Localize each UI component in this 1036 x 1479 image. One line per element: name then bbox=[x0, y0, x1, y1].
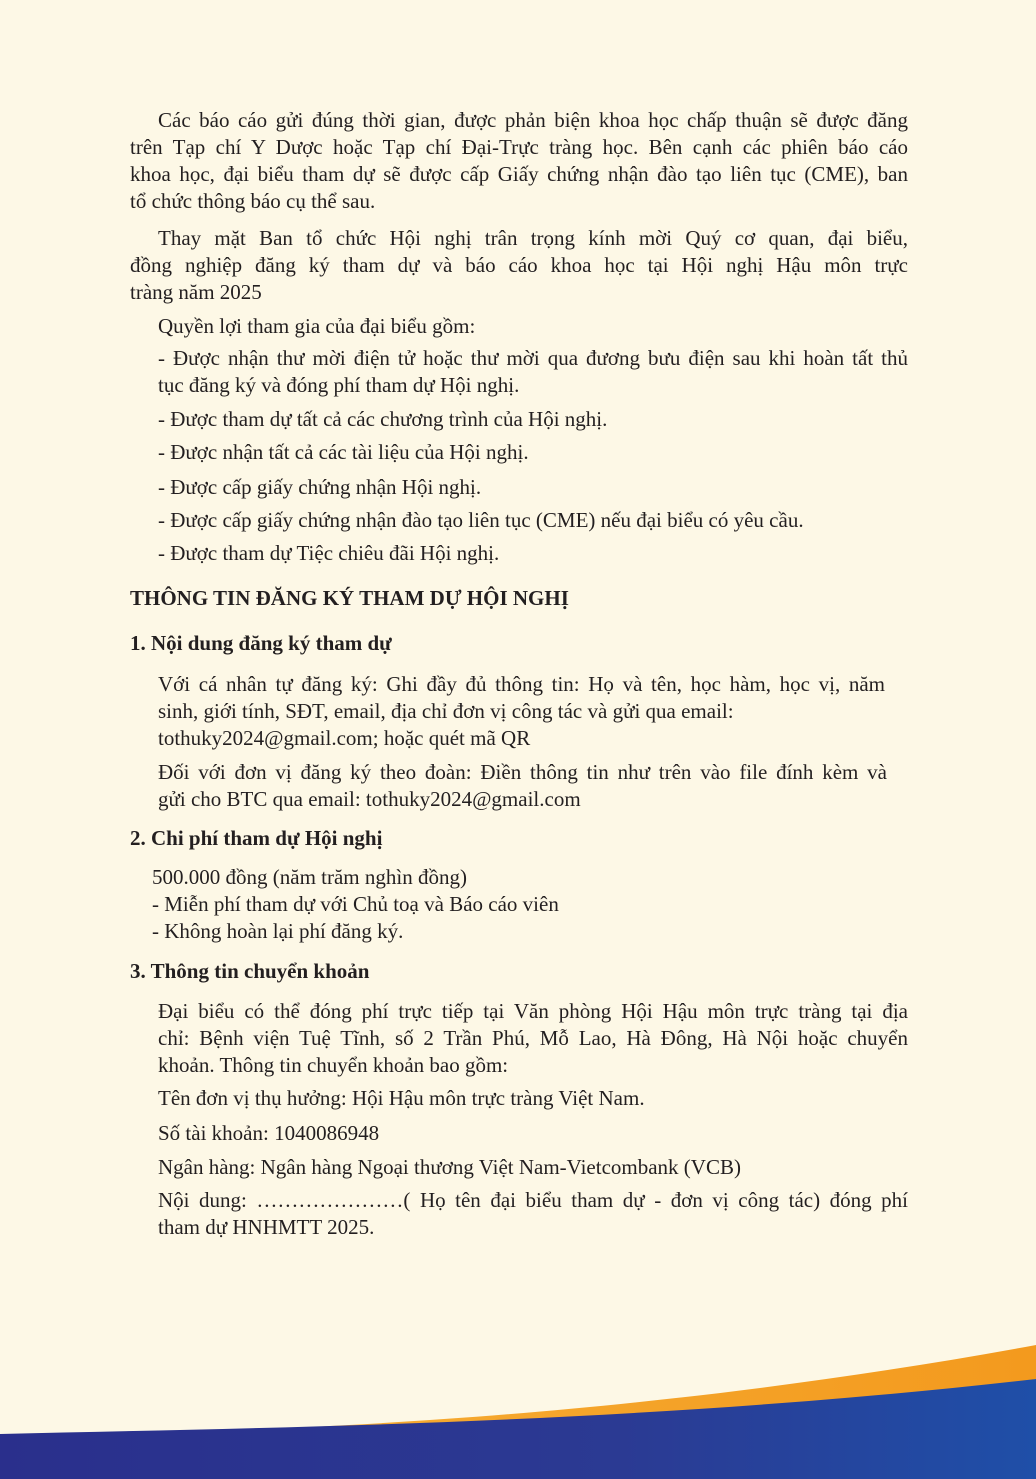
section-2-line-2: - Miễn phí tham dự với Chủ toạ và Báo cáo viên bbox=[152, 892, 559, 916]
section-2-line-3: - Không hoàn lại phí đăng ký. bbox=[152, 919, 404, 943]
section-3-line-1: Đại biểu có thể đóng phí trực tiếp tại Văn phòng Hội Hậu môn trực tràng tại địa bbox=[158, 999, 908, 1023]
intro-p2-line-1: Thay mặt Ban tổ chức Hội nghị trân trọng kính mời Quý cơ quan, đại biểu, bbox=[158, 226, 908, 250]
benefit-item-3: - Được nhận tất cả các tài liệu của Hội nghị. bbox=[158, 440, 529, 464]
section-1-line-2: sinh, giới tính, SĐT, email, địa chỉ đơn vị công tác và gửi qua email: bbox=[158, 699, 734, 723]
benefits-title: Quyền lợi tham gia của đại biểu gồm: bbox=[158, 314, 476, 338]
intro-p2-line-2: đồng nghiệp đăng ký tham dự và báo cáo khoa học tại Hội nghị Hậu môn trực bbox=[130, 253, 908, 277]
section-3-line-2: chỉ: Bệnh viện Tuệ Tĩnh, số 2 Trần Phú, Mỗ Lao, Hà Đông, Hà Nội hoặc chuyển bbox=[158, 1026, 908, 1050]
section-2-line-1: 500.000 đồng (năm trăm nghìn đồng) bbox=[152, 865, 467, 889]
beneficiary-name: Tên đơn vị thụ hưởng: Hội Hậu môn trực tràng Việt Nam. bbox=[158, 1086, 645, 1110]
benefit-item-1: - Được nhận thư mời điện tử hoặc thư mời qua đương bưu điện sau khi hoàn tất thủ bbox=[158, 346, 908, 370]
section-1-line-3: tothuky2024@gmail.com; hoặc quét mã QR bbox=[158, 726, 531, 750]
intro-p1-line-1: Các báo cáo gửi đúng thời gian, được phản biện khoa học chấp thuận sẽ được đăng bbox=[158, 108, 908, 132]
intro-p1-line-3: khoa học, đại biểu tham dự sẽ được cấp Giấy chứng nhận đào tạo liên tục (CME), ban bbox=[130, 162, 908, 186]
section-1-title: 1. Nội dung đăng ký tham dự bbox=[130, 631, 392, 655]
section-2-title: 2. Chi phí tham dự Hội nghị bbox=[130, 826, 383, 850]
section-3-line-3: khoản. Thông tin chuyển khoản bao gồm: bbox=[158, 1053, 509, 1077]
transfer-content-line-2: tham dự HNHMTT 2025. bbox=[158, 1215, 375, 1239]
transfer-content-line-1: Nội dung: …………………( Họ tên đại biểu tham dự - đơn vị công tác) đóng phí bbox=[158, 1188, 908, 1212]
intro-p2-line-3: tràng năm 2025 bbox=[130, 280, 262, 304]
benefit-item-2: - Được tham dự tất cả các chương trình của Hội nghị. bbox=[158, 407, 608, 431]
benefit-item-4: - Được cấp giấy chứng nhận Hội nghị. bbox=[158, 475, 482, 499]
bank-name: Ngân hàng: Ngân hàng Ngoại thương Việt Nam-Vietcombank (VCB) bbox=[158, 1155, 741, 1179]
benefit-item-6: - Được tham dự Tiệc chiêu đãi Hội nghị. bbox=[158, 541, 500, 565]
section-3-title: 3. Thông tin chuyển khoản bbox=[130, 959, 370, 983]
bottom-wave-decoration bbox=[0, 1319, 1036, 1479]
section-1-line-5: gửi cho BTC qua email: tothuky2024@gmail.com bbox=[158, 787, 581, 811]
registration-title: THÔNG TIN ĐĂNG KÝ THAM DỰ HỘI NGHỊ bbox=[130, 586, 569, 610]
account-number: Số tài khoản: 1040086948 bbox=[158, 1121, 380, 1145]
benefit-item-5: - Được cấp giấy chứng nhận đào tạo liên tục (CME) nếu đại biểu có yêu cầu. bbox=[158, 508, 804, 532]
intro-p1-line-4: tổ chức thông báo cụ thể sau. bbox=[130, 189, 376, 213]
benefit-item-1-cont: tục đăng ký và đóng phí tham dự Hội nghị. bbox=[158, 373, 520, 397]
section-1-line-1: Với cá nhân tự đăng ký: Ghi đầy đủ thông tin: Họ và tên, học hàm, học vị, năm bbox=[158, 672, 885, 696]
intro-p1-line-2: trên Tạp chí Y Dược hoặc Tạp chí Đại-Trực tràng học. Bên cạnh các phiên báo cáo bbox=[130, 135, 908, 159]
section-1-line-4: Đối với đơn vị đăng ký theo đoàn: Điền thông tin như trên vào file đính kèm và bbox=[158, 760, 887, 784]
